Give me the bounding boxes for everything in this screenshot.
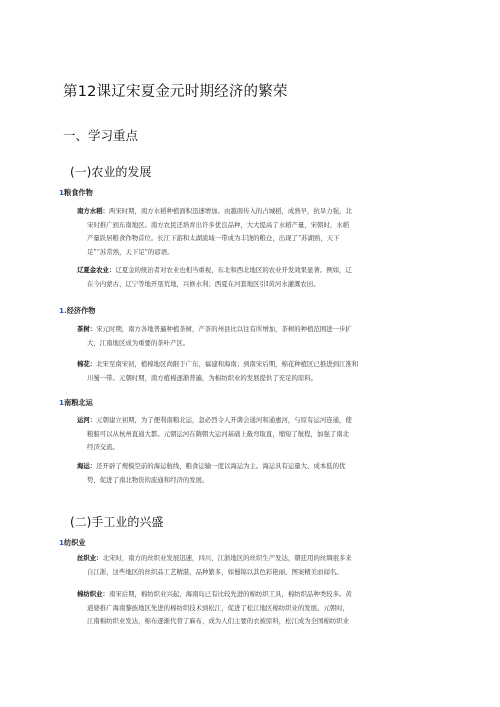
paragraph-cotton-textile [77,588,445,629]
term-cotton: 棉花： [77,360,97,368]
term-tea: 茶树： [77,325,97,333]
text-line: 北宋时，南方的丝织业发展迅速，四川、江浙地区的丝织生产发达，朝廷用的丝绸很多来 [102,554,352,562]
text-line: 川蜀一带。元朝时期，南方植棉逐渐普遍，为棉纺织业的发展提供了充足的原料。 [87,373,318,382]
text-line: 宋元时期，南方各地普遍种植茶树，产茶的州县比以往有所增加，茶树的种植范围进一步扩 [96,325,352,333]
heading-number: 1. [59,306,67,315]
paragraph-liaoxiajin-agriculture [77,264,445,291]
subsection-heading-agriculture: (一)农业的发展 [70,165,152,179]
text-line: 江南棉纺织业发达，棉布逐渐代替了麻布，成为人们主要的衣被原料，松江成为全国棉纺织业 [87,617,350,625]
text-line: 道婆推广海南黎族地区先进的棉纺织技术到松江，促进了松江地区棉纺织业的发展。元朝时， [87,603,350,612]
heading-text: 南粮北运 [64,398,93,407]
text-line: 势，促进了南北物资的流通和经济的发展。 [87,475,209,484]
heading-grain-transport [59,398,93,408]
paragraph-tea [77,323,445,350]
heading-text: 粮食作物 [64,188,93,197]
term-silk: 丝织业： [77,554,103,562]
paragraph-cotton [77,358,445,385]
term-canal: 运河： [77,416,97,424]
heading-number: 1 [59,188,65,197]
text-line: 足”“苏常熟，天下足”的谚语。 [87,247,174,256]
heading-text: 经济作物 [66,306,96,315]
term-cotton-textile: 棉纺织业： [77,590,109,598]
text-line: 粮船可以从杭州直通大都。元朝运河在隋朝大运河基础上截弯取直，缩短了航程，加强了南北 [87,429,350,438]
paragraph-silk [77,552,445,579]
text-line: 大，江南地区成为重要的茶叶产区。 [87,338,190,347]
paragraph-south-rice [77,205,445,259]
text-line: 北宋至南宋初，植棉地区尚限于广东、福建和海南；到南宋后期，棉花种植区已推进到江淮和 [96,360,359,368]
paragraph-sea-transport [77,460,445,487]
text-line: 自江浙，这些地区的丝织品工艺精湛，品种繁多，如蜀锦以其色彩艳丽、图案精美而闻名。 [87,567,343,576]
heading-number: 1 [59,398,65,407]
subsection-heading-handicraft: (二)手工业的兴盛 [70,515,164,529]
text-line: 在今内蒙古、辽宁等地开垦荒地，兴修水利；西夏在河套地区引Ⅰ黄河水灌溉农田。 [87,279,320,288]
section-heading-key-points: 一、学习重点 [63,128,139,143]
text-line: 两宋时期，南方水稻种植面积迅速增加。由越南传入的占城稻，成熟早，抗旱力强，北 [108,207,352,215]
text-line: 南宋后期，棉纺织业兴起，海南岛已有比较先进的棉纺织工具，棉纺织品种类较多。黄 [108,590,352,598]
text-line: 还开辟了规模空前的海运航线，粮食运输一度以海运为主。海运具有运量大、成本低的优 [96,462,346,470]
paragraph-canal [77,414,445,455]
heading-number: 1 [59,538,65,547]
text-line: 宋时推广到东南地区。南方农民还培育出许多优良品种，大大提高了水稻产量，宋朝时，水稻 [87,220,350,229]
heading-cash-crops [59,306,96,316]
text-line: 经济交流。 [87,443,119,451]
term-liaoxiajin: 辽夏金农业： [77,266,116,274]
page-title: 第12课辽宋夏金元时期经济的繁荣 [63,84,288,100]
heading-text: 纺织业 [64,538,86,547]
text-line: 辽夏金的统治者对农业也相当重视，东北和西北地区的农业开发效果显著。例如，辽 [115,266,352,274]
text-line: 元朝建立初期，为了便利南粮北运，忽必烈令人开凿会通河和通惠河，与原有运河连通，使 [96,416,352,424]
term-south-rice: 南方水稻： [77,207,109,215]
heading-grain-crops [59,188,93,198]
heading-textile [59,538,86,548]
text-line: 产量跃居粮食作物首位。长江下游和太湖流域一带成为丰饶的粮仓，出现了“苏湖熟，天下 [87,234,340,242]
term-sea-transport: 海运： [77,462,97,470]
